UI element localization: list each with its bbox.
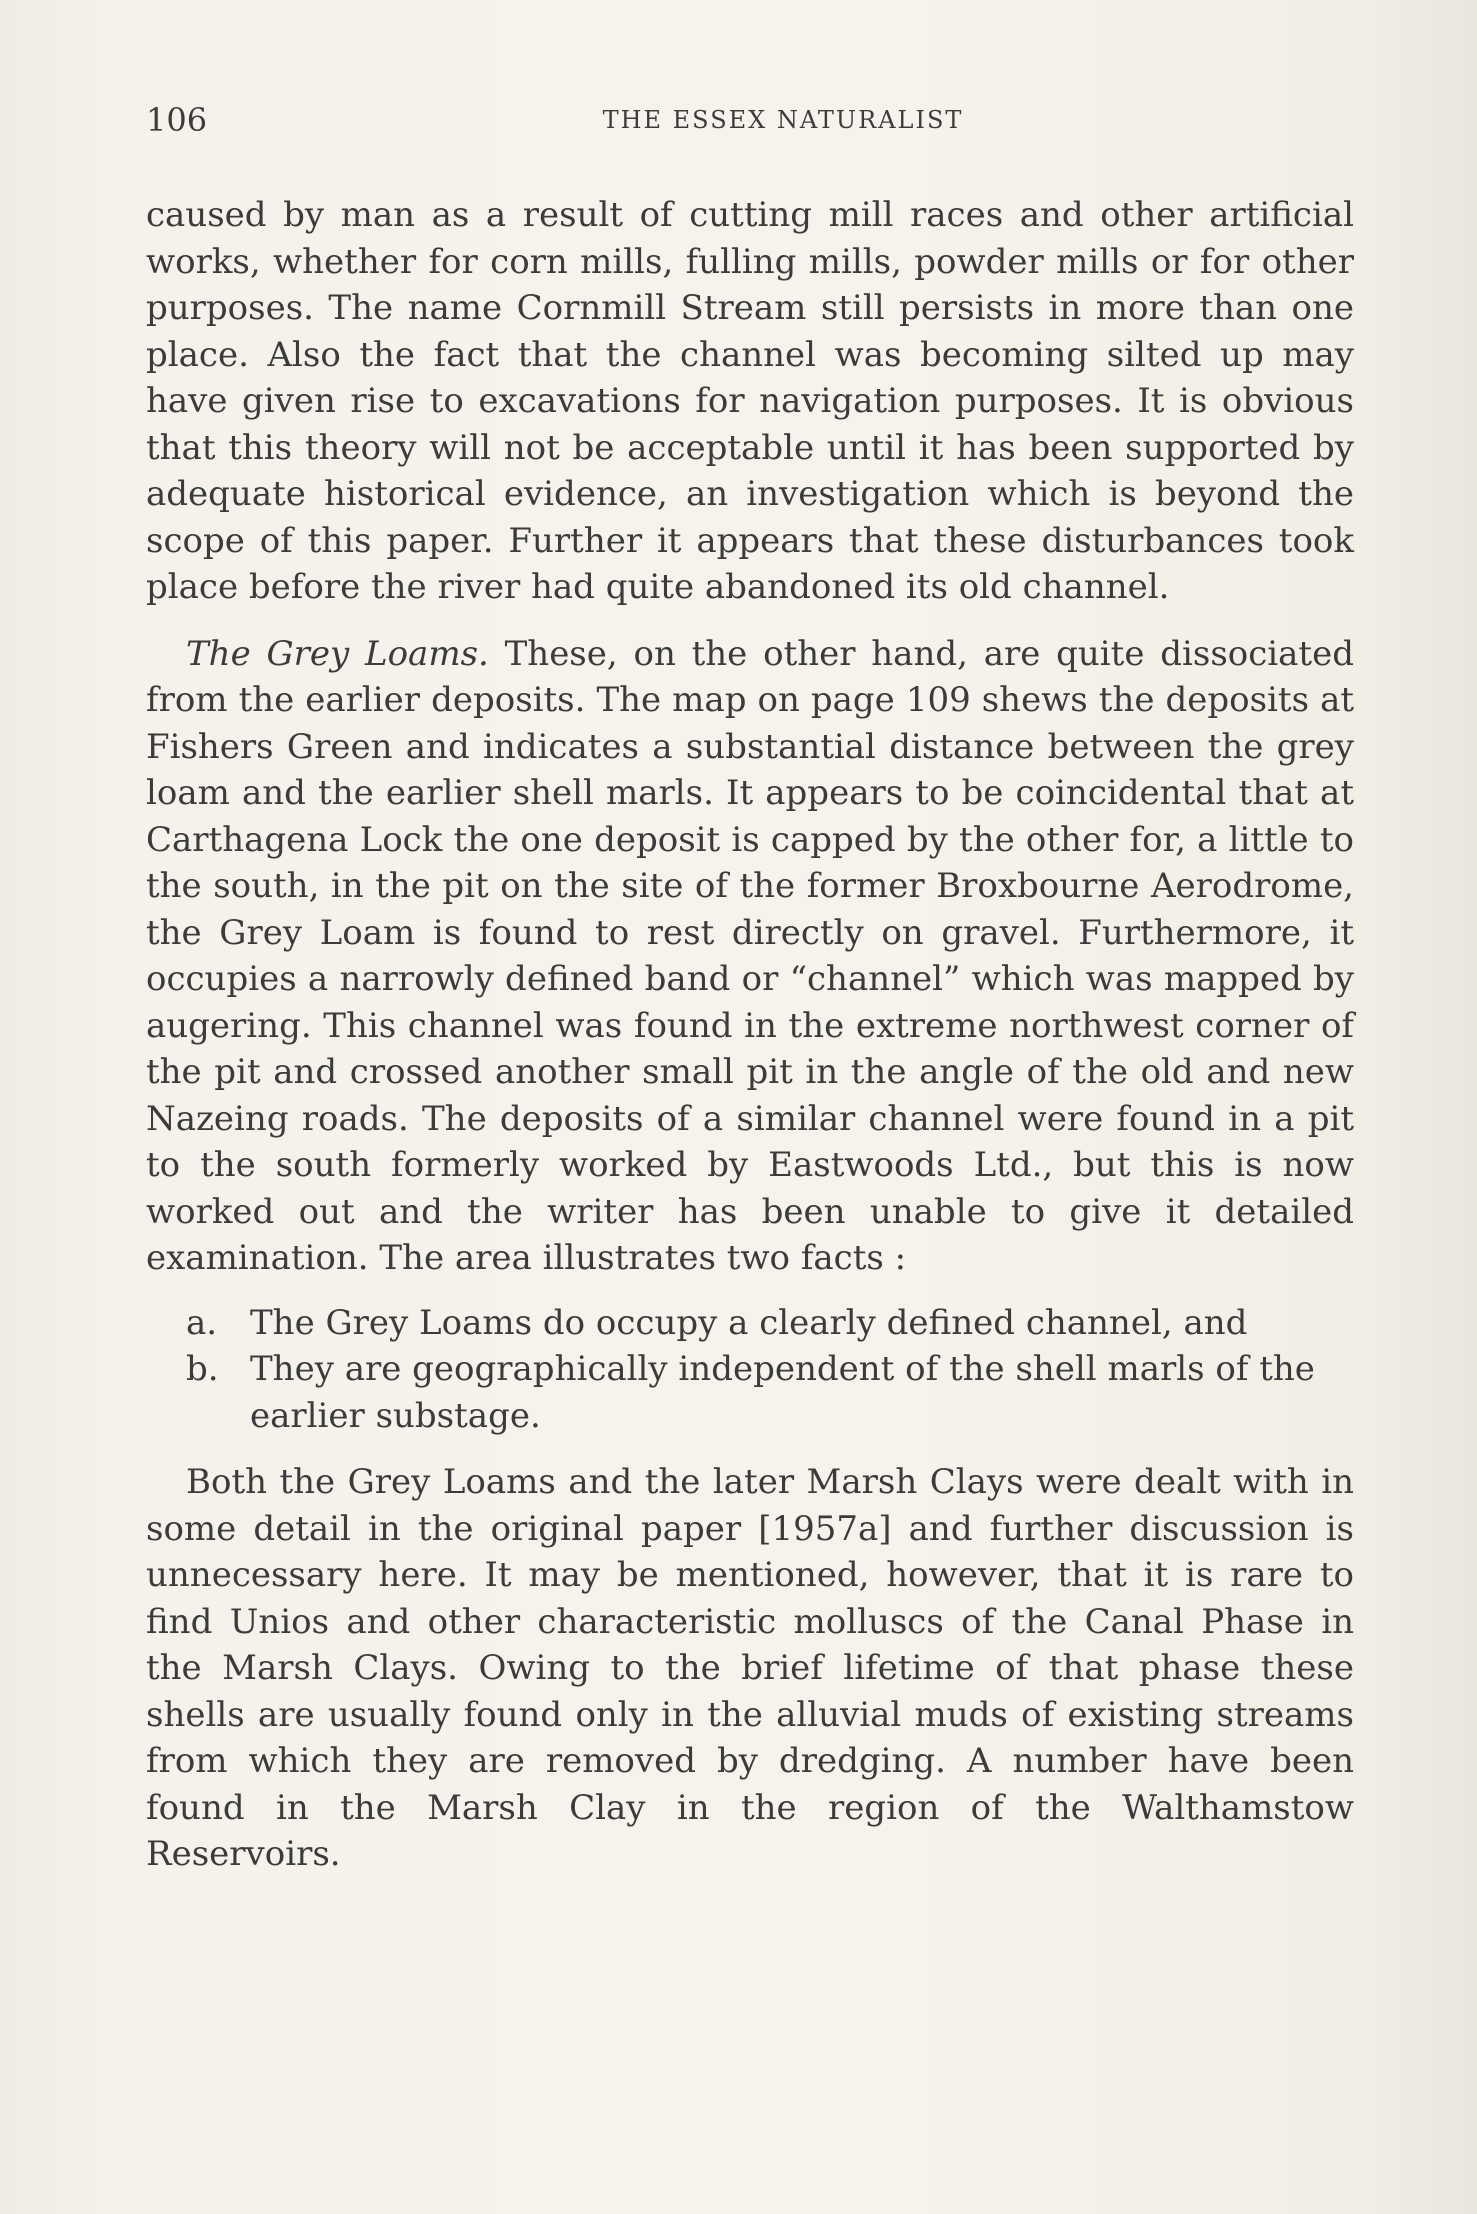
list-item — [146, 1300, 1354, 1347]
paragraph-mill-races: caused by man as a result of cutting mill races and other artificial works, whether for corn mills, fulling mills, powder mills or for other purposes. The name Cornmill Stream still persists in more than one place. Also the fact that the channel was becoming silted up may have given rise to excavations for navigation purposes. It is obvious that this theory will not be acceptable until it has been supported by adequate historical evidence, an investigation which is beyond the scope of this paper. Further it appears that these disturbances took place before the river had quite abandoned its old channel. — [146, 195, 1354, 607]
facts-list — [146, 1300, 1354, 1440]
body-text — [146, 192, 1354, 1878]
paragraph-marsh-clays: Both the Grey Loams and the later Marsh Clays were dealt with in some detail in the original paper [1957a] and further discussion is unnecessary here. It may be mentioned, however, that it is rare to find Unios and other characteristic molluscs of the Canal Phase in the Marsh Clays. Owing to the brief lifetime of that phase these shells are usually found only in the alluvial muds of existing streams from which they are removed by dredging. A number have been found in the Marsh Clay in the region of the Walthamstow Reservoirs. — [146, 1462, 1354, 1874]
section-heading-grey-loams: The Grey Loams. — [186, 633, 489, 674]
running-title: THE ESSEX NATURALIST — [602, 106, 964, 134]
paragraph-grey-loams — [146, 631, 1354, 1282]
list-item-text: The Grey Loams do occupy a clearly defined channel, and — [250, 1302, 1248, 1343]
list-item-text: They are geographically independent of the shell marls of the earlier substage. — [250, 1349, 1315, 1436]
page-number: 106 — [146, 101, 208, 139]
list-marker: a. — [186, 1302, 218, 1343]
list-item — [146, 1346, 1354, 1439]
list-marker: b. — [186, 1349, 219, 1389]
page-header — [146, 98, 1350, 142]
paragraph-grey-loams-text: These, on the other hand, are quite dissociated from the earlier deposits. The map on page 109 shews the deposits at Fishers Green and indicates a substantial distance between the grey loam and the earlier shell marls. It appears to be coincidental that at Carthagena Lock the one deposit is capped by the other for, a little to the south, in the pit on the site of the former Broxbourne Aerodrome, the Grey Loam is found to rest directly on gravel. Furthermore, it occupies a narrowly defined band or “channel” which was mapped by augering. This channel was found in the extreme northwest corner of the pit and crossed another small pit in the angle of the old and new Nazeing roads. The deposits of a similar channel were found in a pit to the south formerly worked by Eastwoods Ltd., but this is now worked out and the writer has been unable to give it detailed examination. The area illustrates two facts : — [146, 633, 1354, 1278]
